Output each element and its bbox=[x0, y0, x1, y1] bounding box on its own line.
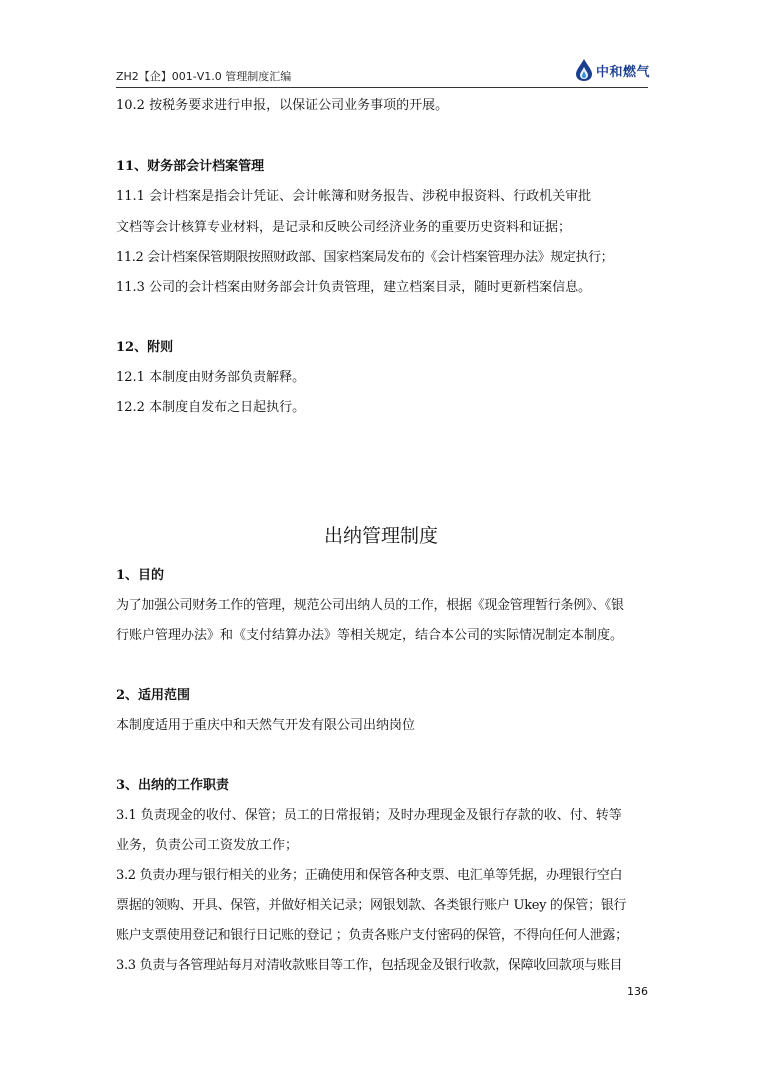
page-header bbox=[116, 58, 648, 88]
section-heading-12: 12、附则 bbox=[116, 340, 174, 355]
company-logo bbox=[574, 58, 650, 82]
paragraph-3-3-line1: 3.3 负责与各管理站每月对清收款账目等工作，包括现金及银行收款，保障收回款项与账目 bbox=[116, 958, 623, 973]
section-heading-11: 11、财务部会计档案管理 bbox=[116, 159, 265, 174]
paragraph-3-1-line2: 业务，负责公司工资发放工作； bbox=[116, 838, 299, 853]
page-number: 136 bbox=[627, 985, 648, 998]
flame-drop-icon bbox=[574, 58, 594, 82]
paragraph-2: 本制度适用于重庆中和天然气开发有限公司出纳岗位 bbox=[116, 718, 416, 733]
paragraph-3-2-line2: 票据的领购、开具、保管，并做好相关记录；网银划款、各类银行账户 Ukey 的保管；银行 bbox=[116, 898, 627, 913]
paragraph-12-1: 12.1 本制度由财务部负责解释。 bbox=[116, 370, 306, 385]
paragraph-10-2: 10.2 按税务要求进行申报，以保证公司业务事项的开展。 bbox=[116, 98, 449, 113]
document-title: 出纳管理制度 bbox=[323, 525, 438, 547]
paragraph-11-3: 11.3 公司的会计档案由财务部会计负责管理，建立档案目录，随时更新档案信息。 bbox=[116, 280, 592, 295]
paragraph-11-1-line2: 文档等会计核算专业材料，是记录和反映公司经济业务的重要历史资料和证据； bbox=[116, 220, 572, 235]
section-heading-2: 2、适用范围 bbox=[116, 688, 191, 703]
section-heading-1: 1、目的 bbox=[116, 568, 165, 583]
paragraph-3-1-line1: 3.1 负责现金的收付、保管；员工的日常报销；及时办理现金及银行存款的收、付、转等 bbox=[116, 808, 622, 823]
paragraph-11-1-line1: 11.1 会计档案是指会计凭证、会计帐簿和财务报告、涉税申报资料、行政机关审批 bbox=[116, 189, 592, 204]
header-document-code: ZH2【企】001-V1.0 管理制度汇编 bbox=[116, 70, 292, 83]
paragraph-11-2: 11.2 会计档案保管期限按照财政部、国家档案局发布的《会计档案管理办法》规定执行； bbox=[116, 250, 614, 265]
paragraph-12-2: 12.2 本制度自发布之日起执行。 bbox=[116, 400, 306, 415]
paragraph-1-line2: 行账户管理办法》和《支付结算办法》等相关规定，结合本公司的实际情况制定本制度。 bbox=[116, 628, 624, 643]
paragraph-3-2-line1: 3.2 负责办理与银行相关的业务；正确使用和保管各种支票、电汇单等凭据，办理银行空白 bbox=[116, 868, 623, 883]
section-heading-3: 3、出纳的工作职责 bbox=[116, 778, 230, 793]
header-rule bbox=[116, 87, 648, 88]
paragraph-1-line1: 为了加强公司财务工作的管理，规范公司出纳人员的工作，根据《现金管理暂行条例》、《银 bbox=[116, 598, 624, 613]
logo-text: 中和燃气 bbox=[595, 64, 650, 80]
paragraph-3-2-line3: 账户支票使用登记和银行日记账的登记 ；负责各账户支付密码的保管，不得向任何人泄露； bbox=[116, 928, 628, 943]
